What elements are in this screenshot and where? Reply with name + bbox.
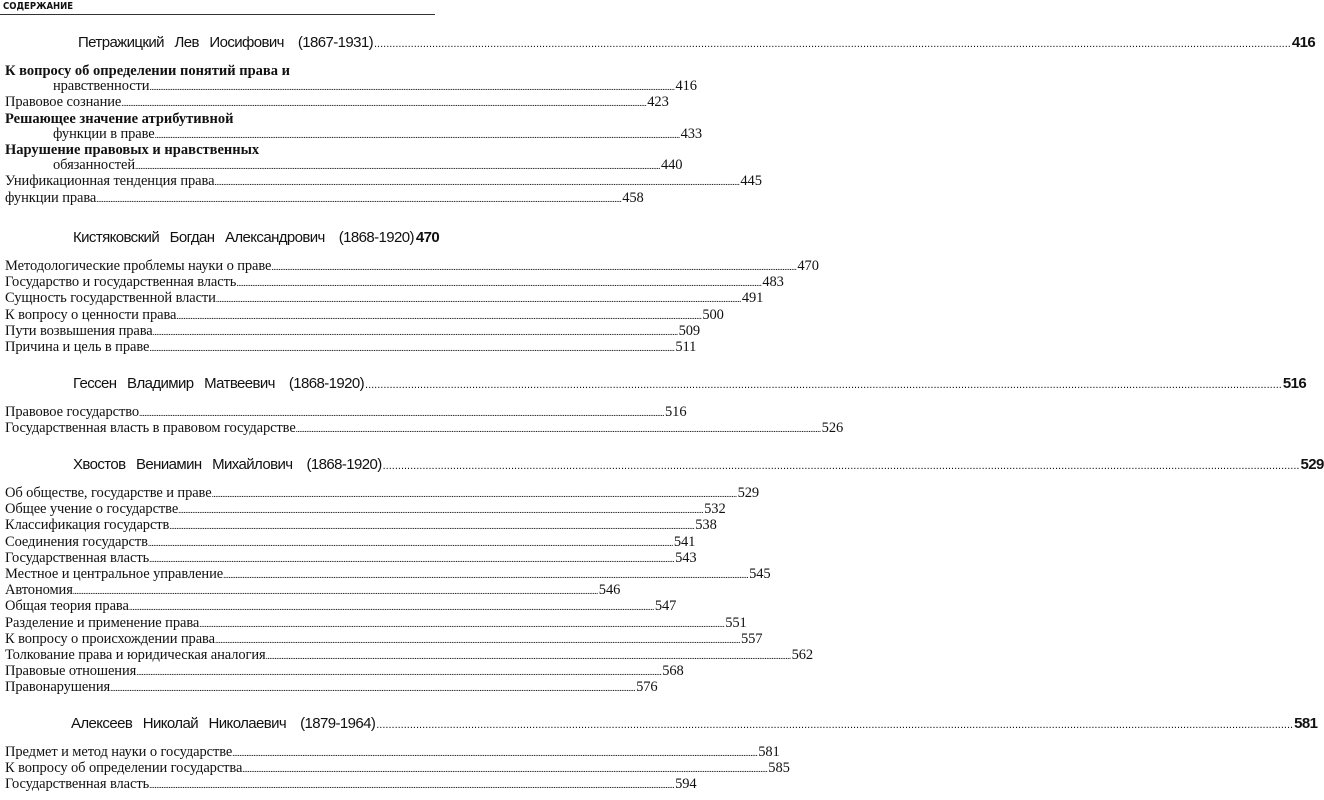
page-number: 509 [678, 322, 701, 339]
entry-title: Государственная власть [5, 776, 150, 793]
author-name: Петражицкий Лев Иосифович [78, 34, 284, 51]
page-number: 511 [675, 339, 697, 356]
dot-leader: ............................................................................................................................................................................................................................................................................................................ [365, 379, 1282, 391]
dot-leader: ............................................................................................................................................................................................................................................................................................................ [128, 602, 654, 613]
toc-entry[interactable] [5, 404, 687, 421]
entry-list [5, 258, 819, 356]
entry-title: Правовые отношения [5, 663, 137, 680]
entry-title: Автономия [5, 582, 73, 599]
toc-entry[interactable] [5, 647, 814, 664]
page-number: 585 [768, 760, 790, 777]
toc-entry[interactable] [5, 517, 717, 534]
toc-entry[interactable] [5, 501, 726, 518]
toc-entry[interactable] [5, 776, 697, 793]
dot-leader: ............................................................................................................................................................................................................................................................................................................ [96, 193, 622, 204]
dot-leader: ............................................................................................................................................................................................................................................................................................................ [373, 38, 1291, 50]
entry-title: Пути возвышения права [5, 322, 153, 339]
toc-entry[interactable] [5, 189, 644, 207]
page-number: 562 [791, 647, 814, 664]
dot-leader: ............................................................................................................................................................................................................................................................................................................ [295, 424, 821, 435]
dot-leader: ............................................................................................................................................................................................................................................................................................................ [152, 326, 678, 337]
toc-section [5, 375, 1307, 437]
toc-entry[interactable] [5, 274, 784, 291]
author-years: (1868-1920) [306, 456, 382, 473]
toc-entry[interactable] [5, 614, 747, 632]
toc-entry[interactable] [5, 566, 771, 583]
page-number: 440 [661, 157, 683, 174]
page-number: 470 [797, 258, 819, 274]
dot-leader: ............................................................................................................................................................................................................................................................................................................ [136, 667, 662, 678]
toc-entry[interactable] [5, 290, 764, 307]
dot-leader: ............................................................................................................................................................................................................................................................................................................ [176, 310, 702, 321]
page-header: СОДЕРЖАНИЕ [3, 1, 74, 12]
author-years: (1879-1964) [300, 715, 376, 732]
author-name: Хвостов Вениамин Михайлович [73, 456, 293, 473]
page-number: 594 [675, 776, 697, 793]
author-heading[interactable] [5, 229, 440, 249]
dot-leader: ............................................................................................................................................................................................................................................................................................................ [376, 719, 1294, 731]
dot-leader: ............................................................................................................................................................................................................................................................................................................ [242, 764, 768, 775]
author-heading[interactable] [5, 715, 1318, 735]
entry-title: Государственная власть [5, 549, 150, 566]
toc-entry[interactable] [5, 598, 677, 615]
page-number: 538 [695, 517, 717, 534]
toc-section [5, 34, 1316, 207]
page-number: 491 [741, 290, 764, 307]
dot-leader: ............................................................................................................................................................................................................................................................................................................ [169, 521, 695, 532]
toc-section [5, 715, 1318, 794]
dot-leader: ............................................................................................................................................................................................................................................................................................................ [199, 618, 725, 629]
author-years: (1868-1920) [338, 229, 414, 246]
header-rule [0, 14, 435, 15]
page-number: 433 [680, 125, 703, 142]
author-name: Алексеев Николай Николаевич [71, 715, 287, 732]
entry-title: обязанностей [53, 157, 135, 174]
toc-entry[interactable] [5, 78, 697, 95]
dot-leader: ............................................................................................................................................................................................................................................................................................................ [236, 278, 762, 289]
dot-leader: ............................................................................................................................................................................................................................................................................................................ [232, 748, 758, 758]
dot-leader: ............................................................................................................................................................................................................................................................................................................ [178, 505, 704, 516]
entry-title: К вопросу о ценности права [5, 306, 177, 323]
page-number: 532 [704, 501, 726, 518]
dot-leader: ............................................................................................................................................................................................................................................................................................................ [149, 343, 675, 354]
entry-title: Методологические проблемы науки о праве [5, 258, 272, 274]
entry-list [5, 404, 844, 437]
page-number: 546 [598, 582, 621, 599]
entry-title: Государственная власть в правовом государстве [5, 420, 296, 437]
dot-leader: ............................................................................................................................................................................................................................................................................................................ [214, 634, 740, 645]
toc-entry[interactable] [5, 306, 724, 324]
toc-entry[interactable] [5, 420, 844, 437]
toc-entry[interactable] [5, 322, 701, 340]
entry-title: Унификационная тенденция права [5, 173, 215, 190]
entry-title: К вопросу об определении государства [5, 760, 243, 777]
page-number: 416 [1291, 34, 1316, 51]
toc-entry[interactable] [5, 125, 703, 143]
page-number: 416 [675, 78, 697, 95]
entry-title-line[interactable]: Нарушение правовых и нравственных [5, 142, 260, 159]
entry-title: функции в праве [53, 125, 155, 142]
author-heading[interactable] [5, 456, 1324, 476]
entry-title: Местное и центральное управление [5, 566, 224, 583]
entry-title: Общее учение о государстве [5, 501, 179, 518]
dot-leader: ............................................................................................................................................................................................................................................................................................................ [211, 489, 737, 499]
entry-title: Соединения государств [5, 533, 148, 550]
entry-title: Предмет и метод науки о государстве [5, 744, 233, 760]
toc-section [5, 456, 1324, 697]
page-number: 581 [758, 744, 780, 760]
entry-title: функции права [5, 189, 97, 206]
toc-entry[interactable] [5, 173, 762, 190]
dot-leader: ............................................................................................................................................................................................................................................................................................................ [149, 553, 675, 564]
toc-entry[interactable] [5, 663, 684, 680]
page-number: 545 [749, 566, 771, 583]
dot-leader: ............................................................................................................................................................................................................................................................................................................ [214, 177, 740, 188]
toc-entry[interactable] [5, 258, 819, 275]
dot-leader: ............................................................................................................................................................................................................................................................................................................ [382, 460, 1300, 472]
author-heading[interactable] [5, 375, 1307, 395]
dot-leader: ............................................................................................................................................................................................................................................................................................................ [72, 586, 598, 597]
author-name: Гессен Владимир Матвеевич [73, 375, 275, 392]
toc-section [5, 229, 819, 356]
entry-title: Разделение и применение права [5, 614, 200, 631]
entry-title: К вопросу о происхождении права [5, 630, 215, 647]
page-number: 470 [415, 229, 440, 246]
page-number: 529 [737, 485, 760, 501]
dot-leader: ............................................................................................................................................................................................................................................................................................................ [223, 570, 749, 581]
dot-leader: ............................................................................................................................................................................................................................................................................................................ [121, 98, 647, 109]
entry-title: Правонарушения [5, 679, 111, 696]
dot-leader: ............................................................................................................................................................................................................................................................................................................ [154, 129, 680, 140]
page-number: 551 [725, 614, 747, 631]
page-number: 568 [662, 663, 684, 680]
page-number: 458 [622, 189, 644, 206]
dot-leader: ............................................................................................................................................................................................................................................................................................................ [149, 82, 675, 93]
page-number: 423 [647, 94, 669, 111]
toc-entry[interactable] [5, 339, 697, 356]
toc-entry[interactable] [5, 533, 696, 551]
entry-list [5, 744, 790, 794]
dot-leader: ............................................................................................................................................................................................................................................................................................................ [139, 408, 665, 418]
toc-entry[interactable] [5, 582, 621, 599]
author-heading[interactable] [5, 34, 1316, 54]
entry-title: Сущность государственной власти [5, 290, 216, 307]
entry-title-line[interactable]: К вопросу об определении понятий права и [5, 63, 290, 79]
author-years: (1867-1931) [297, 34, 373, 51]
toc-entry[interactable] [5, 94, 669, 111]
entry-title: Толкование права и юридическая аналогия [5, 647, 266, 664]
page-number: 557 [740, 630, 763, 647]
entry-title: Причина и цель в праве [5, 339, 150, 356]
page-number: 529 [1300, 456, 1324, 473]
entry-list [5, 63, 762, 207]
page-number: 541 [673, 533, 696, 550]
dot-leader: ............................................................................................................................................................................................................................................................................................................ [265, 651, 791, 662]
dot-leader: ............................................................................................................................................................................................................................................................................................................ [135, 161, 660, 172]
author-name: Кистяковский Богдан Александрович [73, 229, 325, 246]
entry-title: Государство и государственная власть [5, 274, 237, 291]
page-number: 516 [1282, 375, 1307, 392]
toc-entry[interactable] [5, 485, 760, 502]
entry-title: Правовое сознание [5, 94, 122, 111]
page-number: 581 [1294, 715, 1318, 732]
dot-leader: ............................................................................................................................................................................................................................................................................................................ [147, 537, 673, 548]
page-number: 483 [762, 274, 784, 291]
toc-entry[interactable] [5, 157, 683, 174]
page-number: 576 [636, 679, 658, 696]
toc-entry[interactable] [5, 549, 697, 567]
entry-title-line[interactable]: Решающее значение атрибутивной [5, 110, 234, 127]
toc-entry[interactable] [5, 744, 780, 761]
dot-leader: ............................................................................................................................................................................................................................................................................................................ [110, 683, 636, 694]
page-number: 445 [740, 173, 762, 190]
author-years: (1868-1920) [288, 375, 365, 392]
entry-title: Классификация государств [5, 517, 170, 534]
entry-title: Правовое государство [5, 404, 140, 420]
entry-title: Об обществе, государстве и праве [5, 485, 212, 501]
page-number: 516 [665, 404, 687, 420]
toc-entry[interactable] [5, 760, 790, 777]
entry-title: Общая теория права [5, 598, 129, 615]
entry-list [5, 485, 814, 697]
page-number: 500 [702, 306, 724, 323]
page-number: 526 [821, 420, 844, 437]
dot-leader: ............................................................................................................................................................................................................................................................................................................ [149, 780, 675, 791]
page-number: 543 [675, 549, 697, 566]
dot-leader: ............................................................................................................................................................................................................................................................................................................ [271, 262, 797, 272]
toc-entry[interactable] [5, 679, 658, 696]
page-number: 547 [654, 598, 677, 615]
entry-title: нравственности [53, 78, 150, 95]
dot-leader: ............................................................................................................................................................................................................................................................................................................ [215, 294, 741, 305]
toc-entry[interactable] [5, 630, 763, 648]
